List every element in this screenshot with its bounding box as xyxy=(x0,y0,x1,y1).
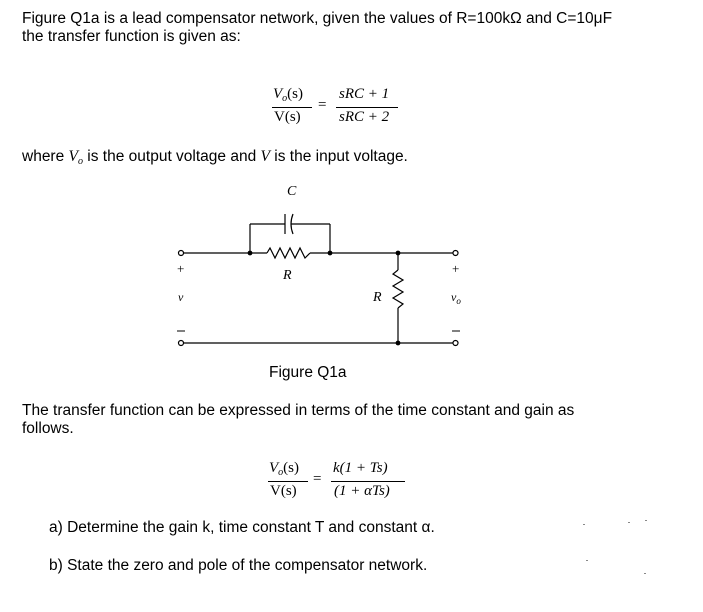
tf2-rhs-bar xyxy=(331,481,405,482)
node-shunt-bottom xyxy=(396,341,401,346)
label-plus-out: + xyxy=(452,261,460,276)
tf2-lhs-numerator: $V_o(s)$ xyxy=(269,460,299,478)
transition-line-1: The transfer function can be expressed in terms of the time constant and gain as xyxy=(22,402,575,419)
intro-line-1: Figure Q1a is a lead compensator network, given the values of R=100kΩ and C=10μF xyxy=(22,10,613,27)
tf1-rhs-numerator: sRC + 1 xyxy=(339,86,390,102)
tf2-equals: = xyxy=(313,471,322,487)
tf2-lhs-denominator: V(s) xyxy=(270,483,297,499)
input-plus-terminal xyxy=(179,251,184,256)
label-v-in: v xyxy=(178,290,184,304)
transition-line-2: follows. xyxy=(22,420,74,437)
speck-3 xyxy=(645,520,647,521)
question-b: b) State the zero and pole of the compensator network. xyxy=(49,557,428,574)
node-shunt-top xyxy=(396,251,401,256)
output-minus-terminal xyxy=(453,341,458,346)
series-resistor xyxy=(267,248,310,258)
speck-5 xyxy=(644,573,646,574)
tf1-rhs-denominator: sRC + 2 xyxy=(339,109,390,125)
where-line: where $V_o$ is the output voltage and V is the input voltage. xyxy=(22,148,408,167)
label-v-out: $v_o$ xyxy=(451,290,461,306)
label-R-series: R xyxy=(283,268,292,283)
shunt-resistor xyxy=(393,270,403,308)
question-a: a) Determine the gain k, time constant T and constant α. xyxy=(49,519,435,536)
speck-2 xyxy=(628,522,630,523)
tf1-lhs-denominator: V(s) xyxy=(274,109,301,125)
label-plus-in: + xyxy=(177,261,185,276)
label-R-shunt: R xyxy=(373,290,382,305)
intro-line-2: the transfer function is given as: xyxy=(22,28,241,45)
output-plus-terminal xyxy=(453,251,458,256)
tf2-lhs-bar xyxy=(268,481,308,482)
figure-caption: Figure Q1a xyxy=(269,364,347,381)
label-C: C xyxy=(287,184,297,199)
speck-4 xyxy=(586,560,588,561)
input-minus-terminal xyxy=(179,341,184,346)
node-left xyxy=(248,251,253,256)
speck-1 xyxy=(583,524,585,525)
tf2-rhs-denominator: (1 + αTs) xyxy=(334,483,390,499)
node-right xyxy=(328,251,333,256)
tf1-equals: = xyxy=(318,97,327,113)
tf1-lhs-numerator: $V_o(s)$ xyxy=(273,86,303,104)
tf2-rhs-numerator: k(1 + Ts) xyxy=(333,460,388,476)
